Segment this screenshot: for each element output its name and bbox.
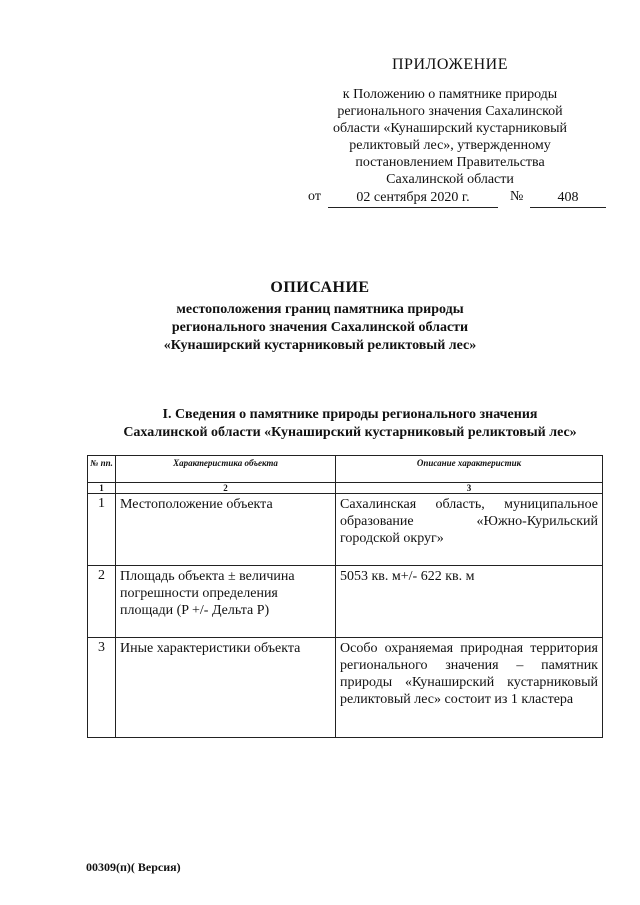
row-num: 3 xyxy=(88,638,116,738)
row-characteristic: Иные характеристики объекта xyxy=(116,638,336,738)
table-row xyxy=(88,494,603,566)
appendix-line: постановлением Правительства xyxy=(355,155,545,170)
column-number: 1 xyxy=(88,483,116,494)
table-header-row xyxy=(88,456,603,483)
row-description: Особо охраняемая природная территория регионального значения – памятник природы «Кунаширский кустарниковый реликтовый лес» состоит из 1 кластера xyxy=(336,638,603,738)
description-line: регионального значения Сахалинской области xyxy=(171,320,469,335)
description-line: «Кунаширский кустарниковый реликтовый лес» xyxy=(163,338,477,353)
row-description: Сахалинская область, муниципальное образование «Южно-Курильский городской округ» xyxy=(336,494,603,566)
appendix-date-row xyxy=(300,189,610,209)
row-num: 2 xyxy=(88,566,116,638)
footer-code: 00309(п)( Версия) xyxy=(86,860,181,874)
characteristics-table xyxy=(87,455,603,738)
header-num: № пп. xyxy=(88,456,116,483)
description-block xyxy=(60,279,580,355)
header-characteristic: Характеристика объекта xyxy=(116,456,336,483)
column-number: 2 xyxy=(116,483,336,494)
appendix-line: регионального значения Сахалинской xyxy=(337,104,563,119)
header-description: Описание характеристик xyxy=(336,456,603,483)
section-heading-line: Сахалинской области «Кунаширский кустарниковый реликтовый лес» xyxy=(123,425,577,440)
date-prefix: от xyxy=(308,189,321,204)
appendix-line: реликтовый лес», утвержденному xyxy=(349,138,551,153)
row-characteristic: Местоположение объекта xyxy=(116,494,336,566)
appendix-line: области «Кунаширский кустарниковый xyxy=(333,121,567,136)
appendix-block xyxy=(300,56,600,188)
description-heading: ОПИСАНИЕ xyxy=(270,279,370,296)
appendix-title: ПРИЛОЖЕНИЕ xyxy=(391,56,508,73)
table-row xyxy=(88,566,603,638)
description-line: местоположения границ памятника природы xyxy=(176,302,464,317)
table-row xyxy=(88,638,603,738)
row-description: 5053 кв. м+/- 622 кв. м xyxy=(336,566,603,638)
row-num: 1 xyxy=(88,494,116,566)
section-heading xyxy=(80,406,620,442)
section-heading-line: I. Сведения о памятнике природы регионального значения xyxy=(162,407,538,422)
appendix-number: 408 xyxy=(530,189,606,208)
appendix-date: 02 сентября 2020 г. xyxy=(328,189,498,208)
column-number: 3 xyxy=(336,483,603,494)
appendix-line: Сахалинской области xyxy=(386,172,514,187)
appendix-line: к Положению о памятнике природы xyxy=(342,87,558,102)
number-sign: № xyxy=(510,189,524,204)
table-column-numbers-row xyxy=(88,483,603,494)
row-characteristic: Площадь объекта ± величина погрешности определения площади (P +/- Дельта P) xyxy=(116,566,336,638)
